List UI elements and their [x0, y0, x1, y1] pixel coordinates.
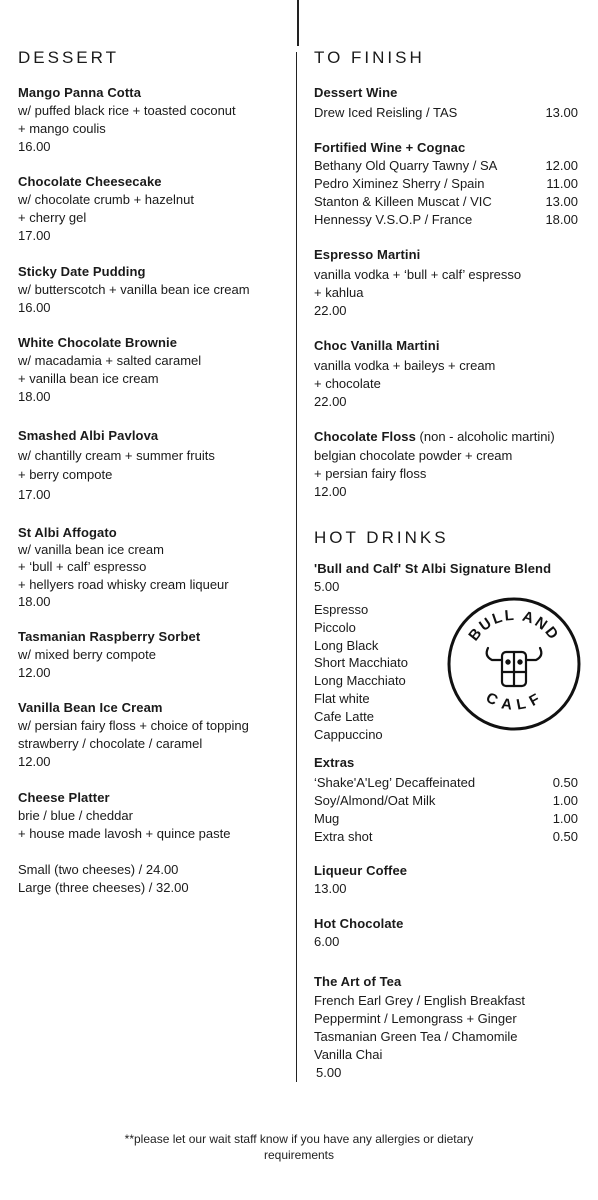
- item-price: 5.00: [314, 579, 340, 594]
- row-price: 11.00: [546, 176, 578, 191]
- row-price: 0.50: [552, 829, 578, 844]
- item-desc: + berry compote: [18, 467, 113, 482]
- row-price: 13.00: [545, 194, 578, 209]
- item-desc: vanilla vodka + baileys + cream: [314, 358, 496, 373]
- item-price: 22.00: [314, 394, 347, 409]
- row-name: ‘Shake'A'Leg’ Decaffeinated: [314, 775, 476, 790]
- coffee-item: Cafe Latte: [314, 708, 374, 724]
- coffee-item: Piccolo: [314, 619, 356, 635]
- item-title: Dessert Wine: [314, 85, 398, 100]
- item-title: Sticky Date Pudding: [18, 264, 146, 279]
- row-name: Stanton & Killeen Muscat / VIC: [314, 194, 492, 209]
- menu-item-espresso-martini: [314, 246, 521, 320]
- item-price: 17.00: [18, 228, 51, 243]
- row-name: Pedro Ximinez Sherry / Spain: [314, 176, 485, 191]
- row-name: Mug: [314, 811, 340, 826]
- item-desc: French Earl Grey / English Breakfast: [314, 993, 525, 1008]
- price-row: [314, 175, 578, 193]
- item-price: 13.00: [314, 881, 347, 896]
- item-desc: belgian chocolate powder + cream: [314, 448, 513, 463]
- menu-item-choc-vanilla-martini: [314, 337, 495, 411]
- row-price: 1.00: [552, 811, 578, 826]
- menu-item-vanilla-bean-ice-cream: [18, 699, 249, 771]
- item-price: 18.00: [18, 389, 51, 404]
- platter-size-small: Small (two cheeses) / 24.00: [18, 862, 179, 877]
- menu-item-mango-panna-cotta: [18, 84, 236, 156]
- item-price: 18.00: [18, 593, 51, 609]
- item-desc: w/ butterscotch + vanilla bean ice cream: [18, 282, 250, 297]
- item-price: 16.00: [18, 300, 51, 315]
- item-desc: + chocolate: [314, 376, 381, 391]
- row-name: Soy/Almond/Oat Milk: [314, 793, 436, 808]
- extras-section: [314, 754, 578, 846]
- item-desc: w/ chocolate crumb + hazelnut: [18, 192, 194, 207]
- platter-size-large: Large (three cheeses) / 32.00: [18, 880, 189, 895]
- item-title: Liqueur Coffee: [314, 863, 408, 878]
- item-title: Chocolate Floss: [314, 429, 416, 444]
- menu-item-smashed-albi-pavlova: [18, 426, 215, 504]
- item-title: Espresso Martini: [314, 247, 421, 262]
- item-desc: w/ puffed black rice + toasted coconut: [18, 103, 236, 118]
- logo-top-text: BULL AND: [465, 606, 563, 645]
- item-price: 12.00: [314, 484, 347, 499]
- item-title: Chocolate Cheesecake: [18, 174, 162, 189]
- menu-item-chocolate-floss: [314, 428, 555, 501]
- coffee-item: Cappuccino: [314, 726, 383, 742]
- item-price: 22.00: [314, 303, 347, 318]
- menu-item-cheese-platter: [18, 789, 230, 843]
- item-price: 6.00: [314, 934, 340, 949]
- item-title: Hot Chocolate: [314, 916, 404, 931]
- item-title: St Albi Affogato: [18, 525, 117, 540]
- item-title: Extras: [314, 755, 355, 770]
- coffee-item: Long Black: [314, 637, 379, 653]
- price-row: [314, 157, 578, 175]
- coffee-item: Short Macchiato: [314, 655, 408, 671]
- item-desc: Tasmanian Green Tea / Chamomile: [314, 1029, 518, 1044]
- row-name: Drew Iced Reisling / TAS: [314, 105, 458, 120]
- item-desc: + hellyers road whisky cream liqueur: [18, 576, 229, 592]
- menu-item-fortified-wine: [314, 139, 578, 229]
- row-price: 12.00: [545, 158, 578, 173]
- menu-item-signature-blend: [314, 560, 551, 596]
- item-desc: w/ mixed berry compote: [18, 647, 156, 662]
- item-title: Fortified Wine + Cognac: [314, 140, 466, 155]
- row-name: Hennessy V.S.O.P / France: [314, 212, 473, 227]
- row-name: Extra shot: [314, 829, 373, 844]
- coffee-item: Flat white: [314, 690, 370, 706]
- item-desc: strawberry / chocolate / caramel: [18, 736, 203, 751]
- item-price: 12.00: [18, 754, 51, 769]
- item-title: Vanilla Bean Ice Cream: [18, 700, 163, 715]
- item-title: Mango Panna Cotta: [18, 85, 142, 100]
- item-desc: + vanilla bean ice cream: [18, 371, 159, 386]
- menu-item-hot-chocolate: [314, 915, 403, 951]
- dessert-heading: DESSERT: [18, 48, 119, 67]
- hot-drinks-heading: HOT DRINKS: [314, 528, 449, 547]
- item-price: 5.00: [316, 1065, 342, 1080]
- item-desc: vanilla vodka + ‘bull + calf’ espresso: [314, 267, 522, 282]
- item-desc: w/ persian fairy floss + choice of topping: [18, 718, 249, 733]
- item-price: 17.00: [18, 486, 51, 502]
- menu-item-raspberry-sorbet: [18, 628, 200, 682]
- item-title: White Chocolate Brownie: [18, 335, 178, 350]
- item-title: Cheese Platter: [18, 790, 110, 805]
- bull-head-icon: [487, 648, 542, 686]
- to-finish-heading: TO FINISH: [314, 48, 425, 67]
- item-desc: w/ macadamia + salted caramel: [18, 353, 202, 368]
- coffee-item: Long Macchiato: [314, 673, 406, 689]
- menu-item-chocolate-cheesecake: [18, 173, 194, 245]
- item-desc: w/ vanilla bean ice cream: [18, 542, 164, 558]
- price-row: [314, 792, 578, 810]
- item-desc: + house made lavosh + quince paste: [18, 826, 231, 841]
- menu-item-liqueur-coffee: [314, 862, 407, 898]
- item-title: Choc Vanilla Martini: [314, 338, 440, 353]
- item-desc: + ‘bull + calf’ espresso: [18, 559, 147, 575]
- item-note: (non - alcoholic martini): [419, 429, 555, 444]
- item-price: 12.00: [18, 665, 51, 680]
- item-title: Smashed Albi Pavlova: [18, 428, 159, 443]
- item-desc: Peppermint / Lemongrass + Ginger: [314, 1011, 517, 1026]
- menu-item-dessert-wine: [314, 84, 578, 122]
- item-desc: + cherry gel: [18, 210, 87, 225]
- row-name: Bethany Old Quarry Tawny / SA: [314, 158, 498, 173]
- logo-bottom-text: CALF: [482, 689, 546, 715]
- price-row: [314, 104, 578, 122]
- item-desc: + persian fairy floss: [314, 466, 427, 481]
- item-price: 16.00: [18, 139, 51, 154]
- cheese-platter-sizes: [18, 861, 189, 897]
- item-title: The Art of Tea: [314, 974, 402, 989]
- row-price: 13.00: [545, 105, 578, 120]
- menu-item-st-albi-affogato: [18, 524, 229, 610]
- price-row: [314, 828, 578, 846]
- row-price: 1.00: [552, 793, 578, 808]
- row-price: 0.50: [552, 775, 578, 790]
- menu-item-sticky-date-pudding: [18, 263, 250, 317]
- price-row: [314, 810, 578, 828]
- menu-item-art-of-tea: [314, 973, 525, 1082]
- menu-item-white-chocolate-brownie: [18, 334, 201, 406]
- row-price: 18.00: [545, 212, 578, 227]
- price-row: [314, 774, 578, 792]
- price-row: [314, 193, 578, 211]
- allergy-note: [0, 1131, 598, 1163]
- column-divider-top: [297, 0, 299, 46]
- column-divider: [296, 52, 297, 1082]
- item-desc: w/ chantilly cream + summer fruits: [18, 447, 215, 463]
- coffee-item: Espresso: [314, 602, 369, 617]
- coffee-list: [314, 601, 408, 743]
- price-row: [314, 211, 578, 229]
- item-desc: Vanilla Chai: [314, 1047, 383, 1062]
- allergy-note-line2: requirements: [263, 1148, 335, 1162]
- item-title: Tasmanian Raspberry Sorbet: [18, 629, 201, 644]
- bull-and-calf-logo: [446, 596, 582, 732]
- item-desc: brie / blue / cheddar: [18, 808, 133, 823]
- item-desc: + mango coulis: [18, 121, 106, 136]
- item-desc: + kahlua: [314, 285, 364, 300]
- allergy-note-line1: **please let our wait staff know if you have any allergies or dietary: [124, 1132, 474, 1146]
- item-title: 'Bull and Calf' St Albi Signature Blend: [314, 561, 552, 576]
